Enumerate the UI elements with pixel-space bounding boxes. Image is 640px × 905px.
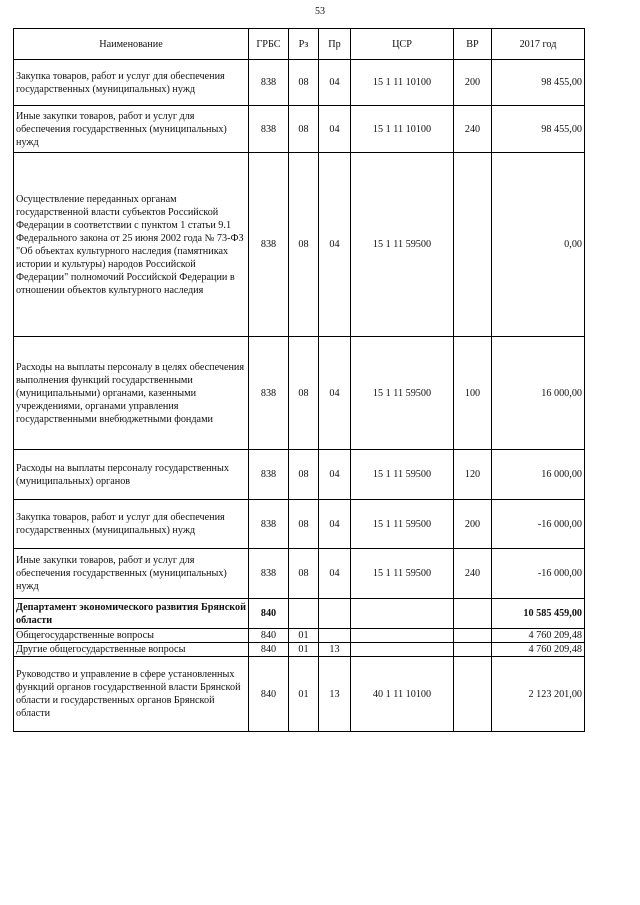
row-csr: 15 1 11 59500 [351, 549, 454, 599]
row-name: Закупка товаров, работ и услуг для обеспечения государственных (муниципальных) нужд [14, 500, 249, 549]
row-amount: 4 760 209,48 [492, 643, 585, 657]
row-rz: 08 [289, 337, 319, 450]
row-amount: 16 000,00 [492, 450, 585, 500]
header-pr: Пр [319, 29, 351, 60]
row-pr: 04 [319, 106, 351, 153]
row-grbs: 840 [249, 629, 289, 643]
row-csr: 15 1 11 59500 [351, 337, 454, 450]
row-csr [351, 629, 454, 643]
row-grbs: 840 [249, 599, 289, 629]
table-row [14, 643, 585, 657]
row-csr: 15 1 11 59500 [351, 153, 454, 337]
header-rz: Рз [289, 29, 319, 60]
header-grbs: ГРБС [249, 29, 289, 60]
table-row [14, 60, 585, 106]
row-pr [319, 629, 351, 643]
row-csr: 15 1 11 10100 [351, 60, 454, 106]
row-pr: 04 [319, 500, 351, 549]
row-csr: 15 1 11 59500 [351, 500, 454, 549]
row-grbs: 838 [249, 450, 289, 500]
row-rz [289, 599, 319, 629]
header-vr: ВР [454, 29, 492, 60]
row-rz: 08 [289, 153, 319, 337]
row-rz: 08 [289, 106, 319, 153]
row-name: Другие общегосударственные вопросы [14, 643, 249, 657]
row-name: Осуществление переданных органам государственной власти субъектов Российской Федерации в соответствии с пунктом 1 статьи 9.1 Федерального закона от 25 июня 2002 года № 73-ФЗ "Об объектах культурного наследия (памятниках истории и культуры) народов Российской Федерации" полномочий Российской Федерации в отношении объектов культурного наследия [14, 153, 249, 337]
row-rz: 08 [289, 500, 319, 549]
table-row [14, 500, 585, 549]
row-name: Расходы на выплаты персоналу в целях обеспечения выполнения функций государственными (муниципальными) органами, казенными учреждениями, органами управления государственными внебюджетными фондами [14, 337, 249, 450]
row-name: Общегосударственные вопросы [14, 629, 249, 643]
row-rz: 08 [289, 60, 319, 106]
row-pr: 04 [319, 60, 351, 106]
row-amount: -16 000,00 [492, 549, 585, 599]
row-name: Иные закупки товаров, работ и услуг для обеспечения государственных (муниципальных) нужд [14, 106, 249, 153]
row-grbs: 838 [249, 106, 289, 153]
table-row [14, 450, 585, 500]
table-row [14, 657, 585, 732]
row-grbs: 838 [249, 60, 289, 106]
table-row [14, 106, 585, 153]
table-row [14, 629, 585, 643]
row-pr: 04 [319, 153, 351, 337]
row-grbs: 838 [249, 549, 289, 599]
row-grbs: 840 [249, 657, 289, 732]
row-rz: 01 [289, 643, 319, 657]
header-year: 2017 год [492, 29, 585, 60]
row-vr [454, 629, 492, 643]
row-amount: 4 760 209,48 [492, 629, 585, 643]
table-row [14, 153, 585, 337]
row-name: Руководство и управление в сфере установленных функций органов государственной власти Брянской области и государственных органов Брянской области [14, 657, 249, 732]
row-vr: 240 [454, 106, 492, 153]
row-rz: 01 [289, 629, 319, 643]
row-amount: 0,00 [492, 153, 585, 337]
row-amount: -16 000,00 [492, 500, 585, 549]
table-row [14, 549, 585, 599]
row-vr [454, 153, 492, 337]
row-vr: 200 [454, 60, 492, 106]
row-name: Иные закупки товаров, работ и услуг для обеспечения государственных (муниципальных) нужд [14, 549, 249, 599]
row-amount: 2 123 201,00 [492, 657, 585, 732]
page-number: 53 [315, 6, 325, 17]
budget-table [13, 28, 585, 732]
table-header-row [14, 29, 585, 60]
row-grbs: 838 [249, 337, 289, 450]
row-grbs: 840 [249, 643, 289, 657]
header-csr: ЦСР [351, 29, 454, 60]
row-pr: 04 [319, 549, 351, 599]
row-name: Закупка товаров, работ и услуг для обеспечения государственных (муниципальных) нужд [14, 60, 249, 106]
table-row [14, 337, 585, 450]
row-rz: 08 [289, 549, 319, 599]
row-amount: 98 455,00 [492, 60, 585, 106]
row-vr [454, 599, 492, 629]
header-name: Наименование [14, 29, 249, 60]
row-grbs: 838 [249, 500, 289, 549]
row-pr: 13 [319, 657, 351, 732]
row-csr [351, 599, 454, 629]
row-name: Департамент экономического развития Брянской области [14, 599, 249, 629]
row-vr: 120 [454, 450, 492, 500]
row-name: Расходы на выплаты персоналу государственных (муниципальных) органов [14, 450, 249, 500]
row-pr: 04 [319, 337, 351, 450]
row-rz: 01 [289, 657, 319, 732]
row-vr [454, 643, 492, 657]
row-amount: 98 455,00 [492, 106, 585, 153]
row-csr: 15 1 11 59500 [351, 450, 454, 500]
row-rz: 08 [289, 450, 319, 500]
row-csr [351, 643, 454, 657]
row-csr: 40 1 11 10100 [351, 657, 454, 732]
row-vr [454, 657, 492, 732]
row-vr: 240 [454, 549, 492, 599]
row-vr: 100 [454, 337, 492, 450]
row-pr [319, 599, 351, 629]
row-amount: 10 585 459,00 [492, 599, 585, 629]
row-pr: 13 [319, 643, 351, 657]
table-row [14, 599, 585, 629]
row-vr: 200 [454, 500, 492, 549]
row-amount: 16 000,00 [492, 337, 585, 450]
row-pr: 04 [319, 450, 351, 500]
row-grbs: 838 [249, 153, 289, 337]
row-csr: 15 1 11 10100 [351, 106, 454, 153]
